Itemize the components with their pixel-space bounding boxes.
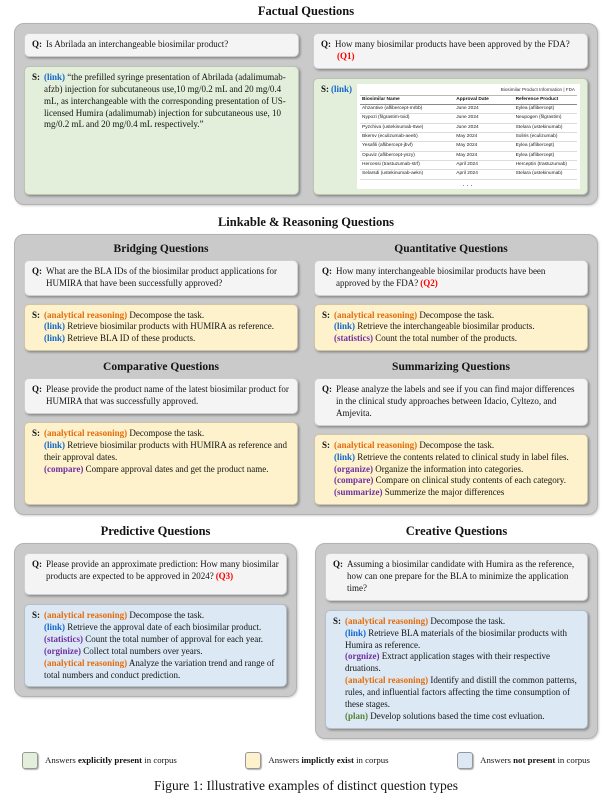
legend-post: in corpus	[555, 755, 590, 766]
step-tag: (compare)	[44, 463, 84, 474]
solution-step	[44, 464, 290, 476]
blue-swatch	[457, 752, 473, 769]
step-text: Decompose the task.	[129, 309, 205, 320]
solution-step	[44, 72, 291, 131]
table-cell: May 2024	[454, 151, 513, 160]
creative-container	[315, 543, 598, 739]
step-tag: (analytical reasoning)	[345, 615, 429, 626]
predictive-block	[14, 523, 297, 739]
factual-left-solution-box	[24, 66, 299, 195]
question-text-span: Assuming a biosimilar candidate with Humira as the reference, how can one prepare for the BLA to minimize the application time?	[347, 559, 575, 593]
step-tag: (analytical reasoning)	[44, 657, 128, 668]
legend-item-explicit	[22, 752, 177, 769]
step-text: Retrieve BLA materials of the biosimilar products with Humira as reference.	[345, 627, 567, 650]
quantitative-title: Quantitative Questions	[394, 242, 508, 255]
question-text-span: Please provide the product name of the latest biosimilar product for HUMIRA that was successfully approved.	[46, 384, 289, 407]
solution-step	[334, 452, 580, 464]
question-text-span: Please provide an approximate prediction: How many biosimilar products are expected to be approved in 2024?	[46, 559, 279, 582]
solution-step	[44, 310, 290, 322]
q-label: Q:	[322, 384, 332, 395]
table-cell: Hercessi (trastuzumab-strf)	[360, 161, 454, 170]
step-tag: (analytical reasoning)	[345, 675, 429, 686]
q-label: Q:	[32, 265, 42, 276]
step-tag: (link)	[44, 622, 66, 633]
factual-section-title: Factual Questions	[257, 4, 355, 18]
solution-steps	[44, 72, 291, 189]
factual-right-question-box	[313, 33, 588, 69]
table-cell: April 2024	[454, 161, 513, 170]
solution-steps	[44, 610, 279, 681]
table-cell: April 2024	[454, 170, 513, 179]
solution-step	[44, 333, 290, 345]
creative-question-box	[325, 553, 588, 601]
legend-text	[268, 755, 388, 765]
factual-left-question-box	[24, 33, 299, 57]
table-header-cell: Approval Date	[454, 96, 513, 105]
question-text-span: How many biosimilar products have been approved by the FDA?	[335, 39, 570, 49]
legend-text	[45, 755, 177, 765]
table-cell: Nypozi (filgrastim-txid)	[360, 114, 454, 123]
q-label: Q:	[322, 265, 332, 276]
table-cell: Bkemv (eculizumab-aeeb)	[360, 133, 454, 142]
step-text: Decompose the task.	[430, 615, 506, 626]
s-label: S:	[32, 309, 41, 320]
solution-step	[334, 310, 580, 322]
step-tag: (link)	[345, 627, 367, 638]
solution-step	[44, 440, 290, 464]
q-label: Q:	[321, 39, 331, 49]
legend-text	[480, 755, 590, 765]
table-ellipsis: ...	[462, 180, 475, 188]
s-label: S:	[333, 615, 342, 626]
solution-step	[334, 321, 580, 333]
step-tag: (organize)	[334, 463, 373, 474]
table-cell: Yesafili (aflibercept-jbvf)	[360, 142, 454, 151]
s-label: S:	[32, 71, 41, 82]
table-cell: June 2024	[454, 114, 513, 123]
figure-caption: Figure 1: Illustrative examples of distinct question types	[153, 777, 459, 793]
bridging-title: Bridging Questions	[113, 242, 209, 255]
table-cell: Selarsdi (ustekinumab-aekn)	[360, 170, 454, 179]
table-row	[360, 114, 577, 123]
table-cell: Ahzantive (aflibercept-mrbb)	[360, 105, 454, 114]
table-cell: Pyzchiva (ustekinumab-ttwe)	[360, 123, 454, 132]
step-text: Compare on clinical study contents of each category.	[375, 475, 566, 486]
table-cell: May 2024	[454, 142, 513, 151]
step-tag: (link)	[334, 451, 356, 462]
solution-step	[334, 487, 580, 499]
step-tag: (link)	[44, 333, 66, 344]
step-text: “the prefilled syringe presentation of Abrilada (adalimumab-afzb) injection for subcutaneous use,10 mg/0.2 mL and 20 mg/0.4 mL, as interchangeable with the corresponding presentation of US-licensed Humira (adalimumab) injection for subcutaneous use, 10 mg/0.2 mL and 20 mg/0.4 mL respectively.”	[44, 71, 286, 130]
legend-pre: Answers	[45, 755, 78, 766]
legend-bold: not present	[513, 755, 556, 766]
question-ref: (Q1)	[337, 50, 355, 61]
bridging-solution-box	[24, 304, 298, 352]
step-text: Summerize the major differences	[384, 487, 505, 498]
biosimilar-table	[357, 84, 580, 189]
step-tag: (analytical reasoning)	[334, 439, 418, 450]
legend-bold: implictly exist	[301, 755, 354, 766]
table-header-cell: Biosimilar Name	[360, 96, 454, 105]
solution-steps	[44, 310, 290, 346]
subsection-summarizing	[314, 359, 588, 505]
table-cell: Neupogen (filgrastim)	[514, 114, 577, 123]
legend-item-implicit	[245, 752, 388, 769]
step-tag: (link)	[44, 321, 66, 332]
creative-solution-box	[325, 610, 588, 729]
solution-step	[44, 610, 279, 622]
step-text: Count the total number of the products.	[375, 333, 517, 344]
question-ref: (Q3)	[215, 571, 234, 582]
solution-step	[44, 646, 279, 658]
table-cell: June 2024	[454, 105, 513, 114]
step-text: Retrieve biosimilar products with HUMIRA as reference and their approval dates.	[44, 439, 287, 462]
question-text-span: What are the BLA IDs of the biosimilar product applications for HUMIRA that have been successfully approved?	[46, 265, 277, 288]
table-cell: May 2024	[454, 133, 513, 142]
green-swatch	[22, 752, 38, 769]
legend-bold: explicitly present	[77, 755, 143, 766]
step-tag: (orgnize)	[345, 651, 380, 662]
biosimilar-table-grid	[360, 96, 577, 180]
question-ref: (Q2)	[420, 277, 438, 288]
solution-step	[44, 658, 279, 682]
question-text	[46, 266, 290, 290]
question-text-span: Please analyze the labels and see if you can find major differences in the clinical study approaches between Idacio, Cyltezo, and Amjevita.	[336, 384, 575, 418]
q-label: Q:	[32, 559, 42, 570]
step-tag: (summarize)	[334, 487, 383, 498]
table-cell: Eylea (aflibercept)	[514, 105, 577, 114]
summarizing-question-box	[314, 378, 588, 426]
table-cell: June 2024	[454, 123, 513, 132]
factual-right-solution-box	[313, 78, 588, 195]
s-label: S:	[321, 83, 330, 94]
question-text	[336, 266, 580, 290]
comparative-question-box	[24, 378, 298, 414]
step-text: Organize the information into categories.	[375, 463, 524, 474]
solution-step	[345, 628, 580, 652]
quantitative-question-box	[314, 260, 588, 296]
q-label: Q:	[32, 384, 42, 395]
step-text: Retrieve the interchangeable biosimilar products.	[357, 321, 535, 332]
step-tag: (link)	[44, 71, 66, 82]
predictive-container	[14, 543, 297, 697]
table-header-cell: Reference Product	[514, 96, 577, 105]
step-tag: (link)	[44, 439, 66, 450]
table-caption: Biosimilar Product Information | FDA	[360, 86, 577, 96]
subsection-bridging	[24, 241, 298, 351]
s-label: S:	[32, 610, 41, 621]
table-row	[360, 123, 577, 132]
bottom-section	[14, 523, 598, 739]
solution-step	[44, 622, 279, 634]
linkable-section	[14, 234, 598, 515]
solution-steps	[334, 440, 580, 499]
question-text	[335, 39, 580, 63]
solution-step	[44, 428, 290, 440]
step-text: Decompose the task.	[419, 439, 495, 450]
predictive-question-box	[24, 553, 287, 595]
step-tag: (plan)	[345, 710, 369, 721]
q-label: Q:	[32, 39, 42, 49]
question-text-span: How many interchangeable biosimilar products have been approved by the FDA?	[336, 265, 546, 288]
step-tag: (statistics)	[334, 333, 374, 344]
step-tag: (analytical reasoning)	[44, 309, 128, 320]
step-text: Compare approval dates and get the product name.	[85, 463, 269, 474]
factual-section	[14, 23, 598, 205]
step-text: Identify and distill the common patterns, rules, and influential factors affecting the time consumption of these stages.	[345, 675, 577, 709]
table-row	[360, 142, 577, 151]
solution-step	[44, 321, 290, 333]
solution-step	[334, 464, 580, 476]
table-row	[360, 105, 577, 114]
step-text: Retrieve the approval date of each biosimilar product.	[67, 622, 262, 633]
solution-step	[334, 333, 580, 345]
summarizing-solution-box	[314, 434, 588, 505]
solution-steps	[334, 310, 580, 346]
step-tag: (orginize)	[44, 645, 81, 656]
step-tag: (statistics)	[44, 633, 84, 644]
step-text: Analyze the variation trend and range of total numbers and conduct prediction.	[44, 657, 275, 680]
step-text: Retrieve the contents related to clinical study in label files.	[357, 451, 569, 462]
solution-steps	[345, 616, 580, 723]
question-text	[46, 559, 279, 589]
step-text: Collect total numbers over years.	[83, 645, 203, 656]
step-tag: (analytical reasoning)	[44, 427, 128, 438]
step-text: Retrieve BLA ID of these products.	[67, 333, 196, 344]
table-cell: Opuviz (aflibercept-yszy)	[360, 151, 454, 160]
step-text: Decompose the task.	[419, 309, 495, 320]
table-cell: Stelara (ustekinumab)	[514, 123, 577, 132]
step-tag: (analytical reasoning)	[334, 309, 418, 320]
solution-step	[345, 616, 580, 628]
table-row	[360, 133, 577, 142]
solution-step	[345, 711, 580, 723]
solution-steps	[44, 428, 290, 499]
step-text: Extract application stages with their respective druations.	[345, 651, 550, 674]
bridging-question-box	[24, 260, 298, 296]
step-text: Retrieve biosimilar products with HUMIRA as reference.	[67, 321, 274, 332]
q-label: Q:	[333, 559, 343, 570]
table-cell: Eylea (aflibercept)	[514, 142, 577, 151]
s-label: S:	[32, 427, 41, 438]
quantitative-solution-box	[314, 304, 588, 352]
creative-block	[315, 523, 598, 739]
table-cell: Stelara (ustekinumab)	[514, 170, 577, 179]
solution-step	[334, 475, 580, 487]
legend-post: in corpus	[142, 755, 177, 766]
step-tag: (link)	[334, 321, 356, 332]
linkable-section-title: Linkable & Reasoning Questions	[217, 214, 395, 229]
legend-post: in corpus	[353, 755, 389, 766]
table-cell: Herceptin (trastuzumab)	[514, 161, 577, 170]
step-text: Decompose the task.	[129, 610, 205, 621]
step-text: Decompose the task.	[129, 427, 205, 438]
step-text: Develop solutions based the time cost evluation.	[370, 710, 545, 721]
table-cell: Eylea (aflibercept)	[514, 151, 577, 160]
question-text	[46, 384, 290, 408]
step-tag: (compare)	[334, 475, 374, 486]
predictive-solution-box	[24, 604, 287, 687]
legend-pre: Answers	[268, 755, 302, 766]
subsection-comparative	[24, 359, 298, 505]
table-header-row	[360, 96, 577, 105]
legend	[22, 752, 590, 769]
solution-step	[345, 651, 580, 675]
subsection-quantitative	[314, 241, 588, 351]
table-row	[360, 161, 577, 170]
step-tag: (analytical reasoning)	[44, 610, 128, 621]
question-text-span: Is Abrilada an interchangeable biosimilar product?	[46, 39, 229, 49]
question-text	[336, 384, 580, 420]
solution-step	[44, 634, 279, 646]
comparative-solution-box	[24, 422, 298, 505]
solution-step	[334, 440, 580, 452]
question-text	[347, 559, 580, 595]
summarizing-title: Summarizing Questions	[392, 361, 510, 374]
legend-item-not-present	[457, 752, 590, 769]
factual-left-column	[24, 33, 299, 195]
creative-title: Creative Questions	[405, 524, 508, 539]
factual-right-column	[313, 33, 588, 195]
table-row	[360, 170, 577, 179]
table-cell: Soliris (eculizumab)	[514, 133, 577, 142]
predictive-title: Predictive Questions	[100, 524, 211, 539]
question-text	[46, 39, 291, 51]
comparative-title: Comparative Questions	[103, 361, 219, 374]
legend-pre: Answers	[480, 755, 514, 766]
table-row	[360, 151, 577, 160]
step-text: Count the total number of approval for each year.	[85, 633, 263, 644]
s-label: S:	[322, 309, 331, 320]
step-tag: (link)	[331, 83, 353, 94]
s-label: S:	[322, 439, 331, 450]
yellow-swatch	[245, 752, 261, 769]
